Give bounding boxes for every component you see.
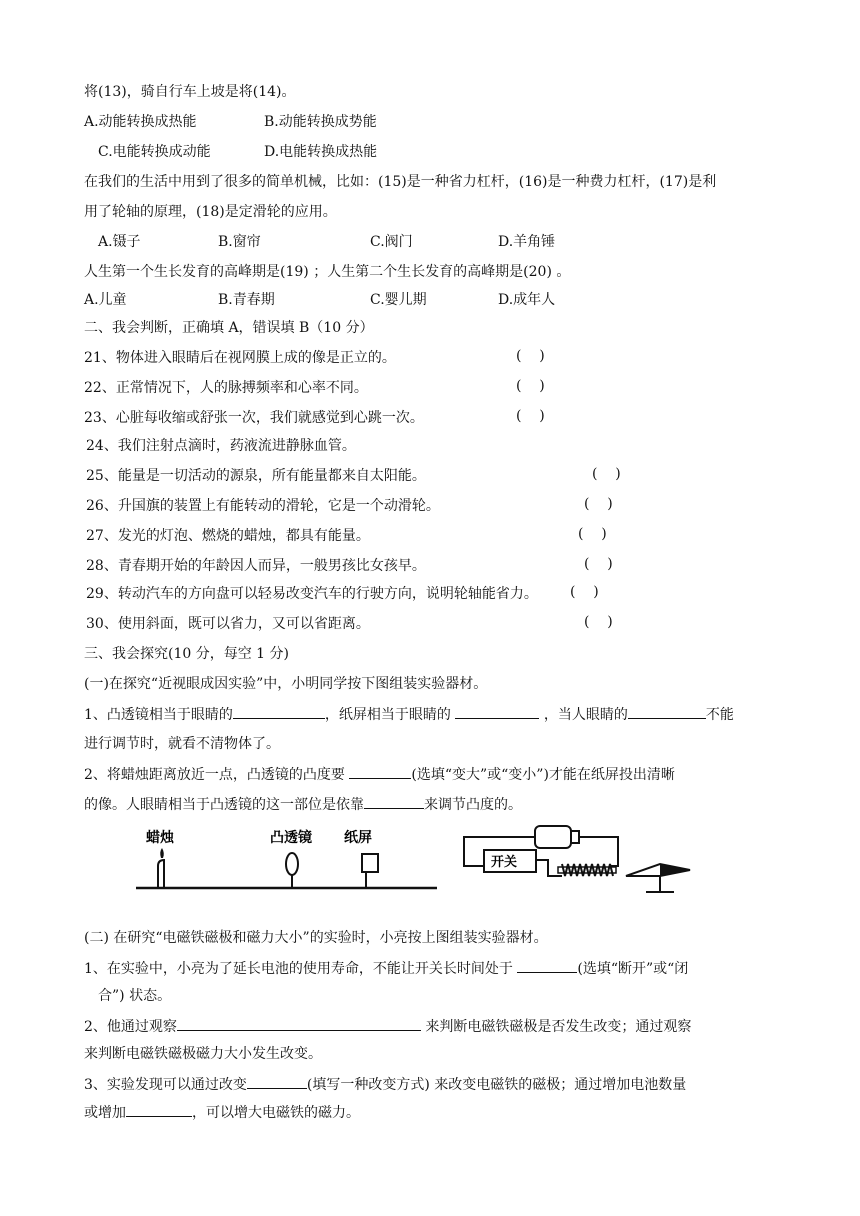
q15-option-d: D.羊角锤	[498, 234, 556, 250]
part1-q1-text-c: ，当人眼睛的	[543, 707, 628, 723]
answer-paren-29[interactable]: ( )	[570, 584, 599, 600]
lens-icon	[286, 853, 298, 875]
judge-item-25: 25、能量是一切活动的源泉，所有能量都来自太阳能。	[86, 468, 426, 484]
part1-q1-text-a: 1、凸透镜相当于眼睛的	[84, 707, 233, 723]
judge-item-29: 29、转动汽车的方向盘可以轻易改变汽车的行驶方向，说明轮轴能省力。	[86, 586, 538, 602]
judge-item-24: 24、我们注射点滴时，药液流进静脉血管。	[86, 438, 356, 454]
blank-increase[interactable]	[126, 1102, 192, 1117]
part2-q1-text-b: (选填“断开”或“闭	[577, 961, 689, 977]
option-d: D.电能转换成热能	[264, 144, 378, 160]
q15-line2: 用了轮轴的原理，(18)是定滑轮的应用。	[84, 204, 337, 220]
option-a: A.动能转换成热能	[84, 114, 197, 130]
myopia-setup-figure	[136, 829, 437, 888]
candle-icon	[158, 860, 164, 888]
part1-q2-text-b: (选填“变大”或“变小”)才能在纸屏投出清晰	[411, 767, 675, 783]
answer-paren-26[interactable]: ( )	[584, 496, 613, 512]
blank-lens[interactable]	[233, 704, 325, 719]
q19-option-b: B.青春期	[218, 292, 275, 308]
q19-option-a: A.儿童	[84, 292, 127, 308]
part1-q1-line1	[84, 704, 734, 725]
part2-q2-line1	[84, 1016, 691, 1037]
q19-line: 人生第一个生长发育的高峰期是(19) ；人生第二个生长发育的高峰期是(20) 。	[84, 264, 571, 280]
label-switch: 开关	[491, 855, 518, 870]
part1-q2-text-d: 来调节凸度的。	[424, 797, 522, 813]
coil-icon	[562, 864, 613, 876]
section-judge-heading: 二、我会判断，正确填 A，错误填 B（10 分）	[84, 320, 374, 336]
part2-q3-text-a: 3、实验发现可以通过改变	[84, 1077, 247, 1093]
blank-observe-pole[interactable]	[177, 1016, 421, 1031]
part2-q1-line2: 合”) 状态。	[98, 988, 172, 1004]
part2-q1-text-a: 1、在实验中，小亮为了延长电池的使用寿命，不能让开关长时间处于	[84, 961, 513, 977]
judge-item-28: 28、青春期开始的年龄因人而异，一般男孩比女孩早。	[86, 558, 426, 574]
answer-paren-25[interactable]: ( )	[592, 466, 621, 482]
part2-intro: (二) 在研究“电磁铁磁极和磁力大小”的实验时，小亮按上图组装实验器材。	[84, 930, 548, 946]
answer-paren-30[interactable]: ( )	[584, 614, 613, 630]
answer-paren-27[interactable]: ( )	[578, 526, 607, 542]
battery-icon	[535, 826, 571, 848]
q15-option-b: B.窗帘	[218, 234, 261, 250]
blank-adjust[interactable]	[364, 794, 424, 809]
part1-q1-text-b: ，纸屏相当于眼睛的	[324, 707, 451, 723]
blank-switch-state[interactable]	[517, 958, 577, 973]
part2-q2-line2: 来判断电磁铁磁极磁力大小发生改变。	[84, 1046, 322, 1062]
part1-q1-text-d: 不能	[705, 707, 734, 723]
part2-q3-line2	[84, 1102, 360, 1123]
flame-icon	[160, 848, 164, 858]
part1-q1-line2: 进行调节时，就看不清物体了。	[84, 736, 280, 752]
answer-paren-28[interactable]: ( )	[584, 556, 613, 572]
answer-paren-22[interactable]: ( )	[516, 378, 545, 394]
experiment-figures	[0, 820, 860, 910]
label-paper-screen: 纸屏	[344, 830, 372, 846]
part1-q2-text-a: 2、将蜡烛距离放近一点，凸透镜的凸度要	[84, 767, 345, 783]
option-c: C.电能转换成动能	[98, 144, 211, 160]
mc-line-13-14: 将(13)，骑自行车上坡是将(14)。	[84, 84, 296, 100]
part2-q3-text-d: ，可以增大电磁铁的磁力。	[192, 1105, 360, 1121]
part2-q3-line1	[84, 1074, 686, 1095]
judge-item-21: 21、物体进入眼睛后在视网膜上成的像是正立的。	[84, 350, 396, 366]
part2-q1-line1	[84, 958, 688, 979]
q15-option-a: A.镊子	[98, 234, 141, 250]
q19-option-c: C.婴儿期	[370, 292, 427, 308]
blank-change-pole[interactable]	[247, 1074, 307, 1089]
part2-q3-text-c: 或增加	[84, 1105, 126, 1121]
q19-option-d: D.成年人	[498, 292, 556, 308]
part2-q3-text-b: (填写一种改变方式) 来改变电磁铁的磁极；通过增加电池数量	[306, 1077, 687, 1093]
part2-q2-text-a: 2、他通过观察	[84, 1019, 177, 1035]
part1-intro: (一)在探究“近视眼成因实验”中，小明同学按下图组装实验器材。	[84, 676, 488, 692]
blank-screen[interactable]	[455, 704, 539, 719]
q15-line1: 在我们的生活中用到了很多的简单机械，比如：(15)是一种省力杠杆，(16)是一种费力杠杆，(17)是利	[84, 174, 717, 190]
part1-q2-text-c: 的像。人眼睛相当于凸透镜的这一部位是依靠	[84, 797, 364, 813]
part1-q2-line1	[84, 764, 675, 785]
part1-q2-line2	[84, 794, 522, 815]
wire-right	[579, 837, 618, 866]
label-convex-lens: 凸透镜	[270, 830, 312, 846]
blank-convexity[interactable]	[349, 764, 411, 779]
judge-item-22: 22、正常情况下，人的脉搏频率和心率不同。	[84, 380, 368, 396]
answer-paren-21[interactable]: ( )	[516, 348, 545, 364]
screen-icon	[362, 854, 378, 872]
judge-item-30: 30、使用斜面，既可以省力，又可以省距离。	[86, 616, 370, 632]
answer-paren-23[interactable]: ( )	[516, 408, 545, 424]
blank-eye-part[interactable]	[628, 704, 706, 719]
judge-item-27: 27、发光的灯泡、燃烧的蜡烛，都具有能量。	[86, 528, 370, 544]
q15-option-c: C.阀门	[370, 234, 413, 250]
section-explore-heading: 三、我会探究(10 分，每空 1 分)	[84, 646, 289, 662]
battery-terminal	[571, 831, 579, 843]
electromagnet-circuit-figure	[464, 826, 690, 892]
label-candle: 蜡烛	[146, 830, 174, 846]
judge-item-23: 23、心脏每收缩或舒张一次，我们就感觉到心跳一次。	[84, 410, 424, 426]
option-b: B.动能转换成势能	[264, 114, 377, 130]
part2-q2-text-b: 来判断电磁铁磁极是否发生改变；通过观察	[425, 1019, 692, 1035]
compass-needle-black	[660, 864, 690, 876]
judge-item-26: 26、升国旗的装置上有能转动的滑轮，它是一个动滑轮。	[86, 498, 440, 514]
